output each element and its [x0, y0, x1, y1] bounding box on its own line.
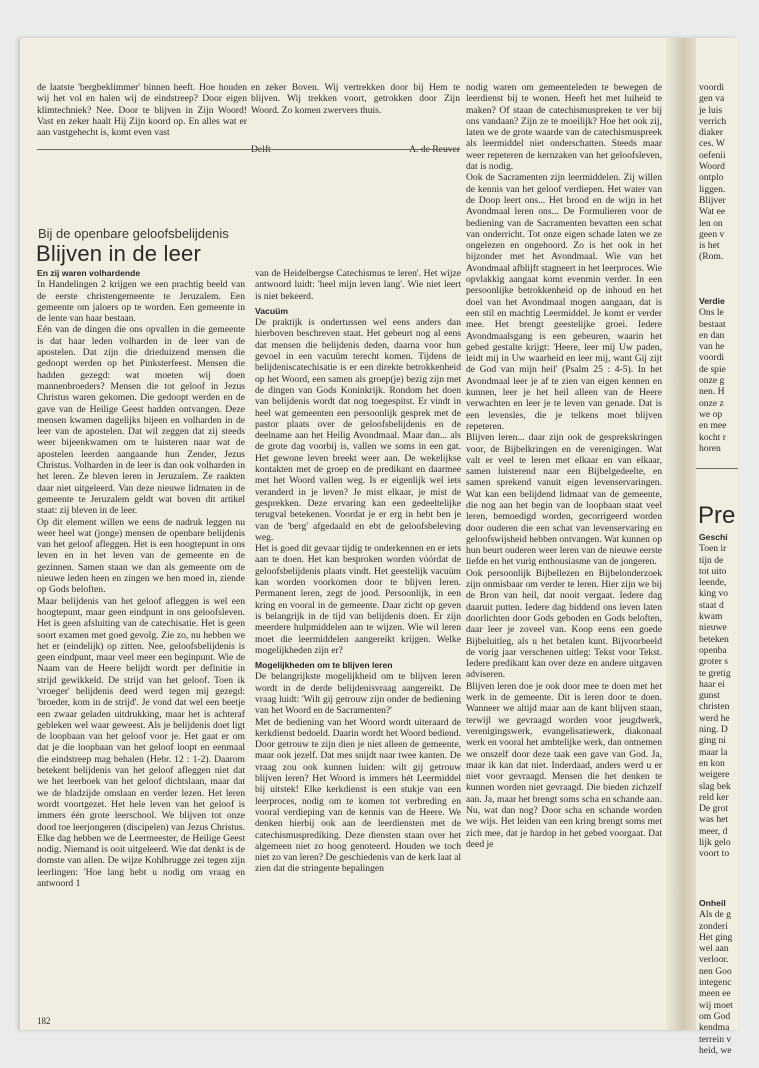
paragraph: Blijven leren doe je ook door mee te doen met het werk in de gemeente. Dit is leren door te doen. Wanneer we altijd maar aan de kant blijven staan, terwijl we gevraagd worden voor jeugdwerk, verenigingswerk, evangelisatiewerk, diakonaal werk en vooral het ambtelijke werk, dan ontnemen we onszelf door deze taak een gave van God. Ja, maar ik kan dat niet. Inderdaad, anders werd u er niet voor gevraagd. Mensen die het denken te kunnen worden niet gevraagd. Die bieden zichzelf aan. Ja, maar het brengt soms scha en schande aan. Nu, wat dan nog? Door scha en schande worden we wijs. Het leiden van een kring brengt soms met zich mee, dat je hardop in het gebed voorgaat. Dat deed je [466, 680, 662, 850]
facing-page-line: diaker [699, 127, 723, 139]
facing-page-line: voordi [699, 352, 725, 364]
facing-page-line: Het ging [699, 931, 733, 943]
paragraph: van de Heidelbergse Catechismus te leren'. Het wijze antwoord luidt: 'heel mijn leven lang'. Wie niet leert is niet bekeerd. [255, 268, 461, 302]
article-column-3 [466, 82, 662, 850]
facing-page-line: onze z [699, 397, 724, 409]
paragraph: De praktijk is ondertussen wel eens anders dan hierboven beschreven staat. Het gebeurt nog al eens dat mensen die belijdenis deden, daarna voor hun gevoel in een vacuüm terecht komen. Tijdens de belijdeniscatechisatie is er een direkte betrokkenheid op het Woord, een samen als groep(je) bezig zijn met de dingen van Gods Koninkrijk. Rondom het doen van belijdenis wordt dat nog toegespitst. Er vindt in heel wat gemeenten een persoonlijk gesprek met de pastor plaats over de geloofsbelijdenis en de deelname aan het Heilig Avondmaal. Maar dan... als de grote dag voorbij is, vallen we soms in een gat. Het gewone leven breekt weer aan. De wekelijkse kontakten met de groep en de predikant en daarmee met het Woord vallen weg. Is er eigenlijk wel iets veranderd in je leven? Je mist elkaar, je mist de gesprekken. Deze ervaring kan een gedeeltelijke terugval betekenen. Voordat je er erg in hebt ben je van de 'berg' afgedaald en ebt de geloofsbeleving weg. [255, 317, 461, 543]
facing-page-line: De grot [699, 803, 729, 815]
facing-page-line: haar ei [699, 678, 725, 690]
facing-page-line: Woord [699, 161, 725, 173]
facing-page-line: de spie [699, 363, 726, 375]
facing-page-line: ging ni [699, 735, 726, 747]
facing-page-line: onze g [699, 375, 725, 387]
facing-page-edge [696, 38, 738, 1056]
facing-page-line: je luis [699, 104, 723, 116]
facing-page-line: staat d [699, 599, 724, 611]
paragraph: Maar belijdenis van het geloof afleggen is wel een hoogtepunt, maar geen eindpunt in ons geloofsleven. Het is geen afsluiting van de catechisatie. Het is geen soort examen met goed gevolg. Zie zo, nu hebben we het er (eindelijk) op zitten. Nee, geloofsbelijdenis is geen eindpunt, maar veel meer een beginpunt. Wie de Naam van de Heere belijdt wordt per definitie in strijd gewikkeld. De strijd van het geloof. Toen ik 'vroeger' belijdenis deed werd tegen mij gezegd: 'broeder, kom in de strijd'. Je vond dat wel een beetje een zwaar geladen uitdrukking, maar het is achteraf gebleken wel waar geweest. Als je belijdenis doet ligt de loopbaan van het geloof voor je. Het gaat er om dat je die loopbaan van het geloof loopt en eenmaal die eindstreep mag behalen (Hebr. 12 : 1-2). Daarom betekent belijdenis van het geloof afleggen niet dat we het leerboek van het geloof dichtslaan, maar dat we de bladzijde omslaan en verder lezen. Het leren wordt voortgezet. Het hele leven van het geloof is immers één grote leerschool. We blijven tot onze dood toe leerjongeren (discipelen) van Jezus Christus. Elke dag hebben we de Leermeester, de Heilige Geest nodig. Niemand is ooit uitgeleerd. Wie dat denkt is de domste van allen. De wijze Kohlbrugge zei tegen zijn leerlingen: 'Hoe lang hebt u nodig om vraag en antwoord 1 [37, 595, 245, 890]
previous-article-text-1: de laatste 'bergbeklimmer' binnen heeft. Hoe houden wij het vol en halen wij de eindstreep? Door eigen klimtechniek? Nee. Door te blijven in Zijn Woord! Vast en zeker haalt Hij Zijn koord op. En alles wat er aan vastgehecht is, komt even vast [37, 82, 247, 139]
facing-page-line: zonderi [699, 920, 728, 932]
facing-page-line: verloor. [699, 954, 729, 966]
facing-page-text-b [699, 296, 759, 454]
paragraph: In Handelingen 2 krijgen we een prachtig beeld van de eerste christengemeente te Jeruzalem. Een gemeente om jaloers op te worden. Een gemeente in de lente van haar bestaan. [37, 279, 245, 325]
facing-page-line: len on [699, 217, 723, 229]
page-number: 182 [37, 1016, 51, 1026]
paragraph: Eén van de dingen die ons opvallen in die gemeente is dat haar leden volharden in de leer van de apostelen. Dat zijn die drieduizend mensen die gedoopt werden op het Pinksterfeest. Mensen die hadden gezegd: wat moeten wij doen mannenbroeders? Mensen die tot geloof in Jezus Christus waren gekomen. Die gedoopt werden en de gave van de Heilige Geest hadden ontvangen. Deze mensen kwamen dagelijks bijeen en volharden in de leer van de apostelen. Dat wil zeggen dat zij steeds weer bijeenkwamen om te luisteren naar wat de apostelen leerden aangaande hun Zender, Jezus Christus. Volharden in de leer is dan ook volharden in het leren. Ze bleven leren in Jeruzalem. Ze raakten daar niet uitgeleerd. Van deze nieuwe lidmaten in de gemeente te Jeruzalem geldt wat boven dit artikel staat: zij bleven in de leer. [37, 324, 245, 517]
facing-page-line: horen [699, 442, 721, 454]
facing-page-line: kendma [699, 1022, 730, 1034]
paragraph: Ook de Sacramenten zijn leermiddelen. Zij willen de kennis van het geloof verdiepen. Het water van de Doop leert ons... Het brood en de wijn in het Avondmaal leren ons... De Formulieren voor de bediening van de Sacramenten bevatten een schat van onderricht. Tot onze eigen schade laten we ze ongelezen en ongehoord. Zo is het ook in het bijzonder met het Avondmaal. Wie van het Avondmaal afblijft stagneert in het leerproces. Wie opvlakkig aangaat komt evenmin verder. In een persoonlijke betrokkenheid op de inhoud en het doel van het Avondmaal mogen aangaan, dat is een stil en machtig Leermiddel. Je komt er verder mee. Het brengt geestelijke groei. Iedere Avondmaalsgang is een gebeuren, waarin het gebed gestalte krijgt: 'Heere, leer mij Uw paden, leidt mij in Uw waarheid en leer mij, want Gij zijt de God van mijn heil' (Psalm 25 : 4-5). In het Avondmaal leer je af te zien van eigen kennen en kunnen, leer je het heil alleen van de Heere verwachten en leer je te leven van genade. Dat is een levensles, die je telkens moet blijven repeteren. [466, 172, 662, 432]
paragraph: Met de bediening van het Woord wordt uiteraard de kerkdienst bedoeld. Daarin wordt het Woord bediend. Door getrouw te zijn dien je niet alleen de gemeente, maar ook jezelf. Dat mes snijdt naar twee kanten. De vraag zou ook kunnen luiden: wilt gij getrouw blijven leren? Het Woord is immers hét Leermiddel bij uitstek! Elke kerkdienst is een stukje van een leerproces, nodig om te komen tot verbreding en vooral verdieping van de kennis van de Heere. We denken hierbij ook aan de leerdiensten met de catechismusprediking. Deze diensten staan over het algemeen niet zo hoog genoteerd. Houden we toch niet zo van leren? De geschiedenis van de kerk laat al zien dat die stringente bepalingen [255, 716, 461, 875]
facing-page-text-c [699, 532, 759, 860]
facing-page-text-d [699, 898, 759, 1056]
magazine-page [20, 38, 738, 1056]
facing-page-line: nen Goo [699, 965, 732, 977]
facing-page-line: oefenii [699, 149, 726, 161]
facing-page-line: nen. H [699, 386, 725, 398]
facing-page-line: Als de g [699, 909, 731, 921]
facing-page-line: (Rom. [699, 251, 724, 263]
facing-page-line: voort to [699, 848, 730, 860]
facing-page-line: kwam [699, 611, 723, 623]
facing-page-line: tot uito [699, 565, 727, 577]
facing-page-line: Blijver [699, 194, 726, 206]
facing-page-line: te gretig [699, 667, 731, 679]
article-title: Blijven in de leer [36, 241, 202, 266]
article-column-2 [255, 268, 461, 875]
previous-article-text-2: en zeker Boven. Wij vertrekken door bij Hem te blijven. Wij trekken voort, getrokken door Zijn Woord. Zo komen zwervers thuis. [251, 82, 460, 116]
facing-page-line: wel aan [699, 943, 729, 955]
facing-page-line: reld ker [699, 791, 729, 803]
facing-page-line: integenc [699, 977, 732, 989]
facing-page-line: tijn de [699, 554, 724, 566]
facing-page-line: gen va [699, 93, 725, 105]
signature-author: A. de Reuver [409, 143, 460, 155]
facing-page-line: ning. D [699, 724, 728, 736]
facing-page-text-a [699, 82, 759, 263]
signature-place: Delft [251, 143, 271, 155]
facing-page-line: slag bek [699, 780, 731, 792]
facing-page-line: om God [699, 1010, 731, 1022]
facing-page-line: Wat ee [699, 206, 726, 218]
facing-page-line: Verdie [699, 296, 725, 306]
facing-page-line: openba [699, 644, 727, 656]
facing-page-line: werd he [699, 712, 730, 724]
facing-page-line: maar la [699, 746, 728, 758]
facing-page-line: en kon [699, 757, 725, 769]
facing-page-line: we op [699, 408, 723, 420]
facing-page-line: ces. W [699, 138, 725, 150]
facing-page-line: verrich [699, 115, 727, 127]
facing-page-line: ontplo [699, 172, 724, 184]
facing-page-line: kocht r [699, 431, 726, 443]
paragraph: Het is goed dit gevaar tijdig te onderkennen en er iets aan te doen. Het kan besproken worden vóórdat de geloofsbelijdenis plaats vindt. Het geestelijk vacuüm kan worden voorkomen door te blijven leren. Permanent leren, zegt de jood. Persoonlijk, in een kring en vooral in de gemeente. Daar zicht op geven is belangrijk in de tijd van belijdenis doen. Er zijn meerdere hulpmiddelen aan te wijzen. Wie wil leren moet die leermiddelen aangereikt krijgen. Welke mogelijkheden zijn er? [255, 543, 461, 656]
facing-page-line: leende, [699, 577, 727, 589]
facing-page-line: gunst [699, 690, 720, 702]
facing-page-line: geen v [699, 228, 725, 240]
facing-page-line: lijk gelo [699, 837, 731, 849]
facing-page-line: en dan [699, 329, 725, 341]
article-kicker: Bij de openbare geloofsbelijdenis [38, 226, 229, 241]
facing-page-line: beteken [699, 633, 729, 645]
facing-page-line: heid, we [699, 1044, 732, 1056]
section-divider [37, 149, 460, 150]
paragraph: Blijven leren... daar zijn ook de gesprekskringen voor, de Bijbelkringen en de verenigingen. Wat valt er veel te leren met elkaar en van elkaar, samen luisterend naar een Bijbelgedeelte, en samen sprekend vanuit eigen levenservaringen. Wat kan een belijdend lidmaat van de gemeente, die nog aan het begin van de loopbaan staat veel leren, bemoedigd worden, gecorrigeerd worden door ouderen die een schat van levenservaring en geloofswijsheid hebben ontvangen. Wat kunnen op hun beurt ouderen weer leren van de nieuwe eerste liefde en het vurig enthousiasme van de jongeren. [466, 432, 662, 568]
paragraph: nodig waren om gemeenteleden te bewegen de leerdienst bij te wonen. Heeft het met luiheid te maken? Of staan de catechismuspreken te ver bij ons vandaan? Zijn ze te moeilijk? Hoe het ook zij, laten we de grote waarde van de catechismuspreek als leermiddel niet onderschatten. Steeds maar weer repeteren de kernzaken van het geloofsleven, dat is nodig. [466, 82, 662, 173]
facing-page-line: meen ee [699, 988, 731, 1000]
facing-page-line: groter s [699, 656, 729, 668]
facing-page-line: Ons le [699, 307, 724, 319]
facing-page-line: liggen. [699, 183, 726, 195]
subheading-mogelijkheden: Mogelijkheden om te blijven leren [255, 660, 393, 671]
facing-page-line: is het [699, 240, 720, 252]
facing-page-line: king vo [699, 588, 729, 600]
facing-page-line: en mee [699, 420, 727, 432]
article-column-1 [37, 268, 245, 889]
previous-article-column-1 [37, 82, 247, 138]
facing-page-line: Onheil [699, 898, 726, 908]
previous-article-column-2 [251, 82, 460, 155]
binding-gutter [666, 38, 696, 1030]
facing-page-line: weigere [699, 769, 730, 781]
facing-page-line: wij moet [699, 999, 733, 1011]
paragraph: Ook persoonlijk Bijbellezen en Bijbelonderzoek zijn onmisbaar om verder te leren. Hier zijn we bij de Bron van heil, dat nooit vergaat. Iedere dag daaruit putten. Iedere dag biddend ons leven laten doorlichten door Gods geboden en Gods beloften, daar leer je zoveel van. Koop eens een goede Bijbeluitleg, als u het betalen kunt. Bijvoorbeeld de vorig jaar verschenen uitleg: Tekst voor Tekst. Iedere predikant kan over deze en andere uitgaven adviseren. [466, 567, 662, 681]
facing-page-line: bestaat [699, 318, 726, 330]
facing-page-line: christen [699, 701, 730, 713]
subheading-volhardende: En zij waren volhardende [37, 268, 141, 278]
facing-page-line: van he [699, 341, 725, 353]
facing-page-line: terrein v [699, 1033, 732, 1045]
facing-page-headline: Pre [698, 502, 736, 529]
facing-page-line: nieuwe [699, 622, 727, 634]
facing-page-line: voordi [699, 82, 725, 93]
facing-page-line: was het [699, 814, 729, 826]
subheading-vacuum: Vacuüm [255, 305, 288, 316]
paragraph: De belangrijkste mogelijkheid om te blijven leren wordt in de derde belijdenisvraag aangereikt. De vraag luidt: 'Wilt gij getrouw zijn onder de bediening van het Woord en de Sacramenten?' [255, 671, 461, 717]
paragraph: Op dit element willen we eens de nadruk leggen nu weer heel wat (jonge) mensen de openbare belijdenis van het geloof afleggen. Het is een hoogtepunt in ons leven en in het leven van de gemeente en de gezinnen. Samen staan we dan als gemeente om de nieuwe leden heen en zingen we hen moed in, ziende op Gods beloften. [37, 516, 245, 596]
facing-page-line: Toen ir [699, 543, 727, 555]
facing-page-line: meer, d [699, 825, 728, 837]
facing-page-line: Geschi [699, 532, 728, 542]
facing-page-divider [696, 468, 738, 469]
